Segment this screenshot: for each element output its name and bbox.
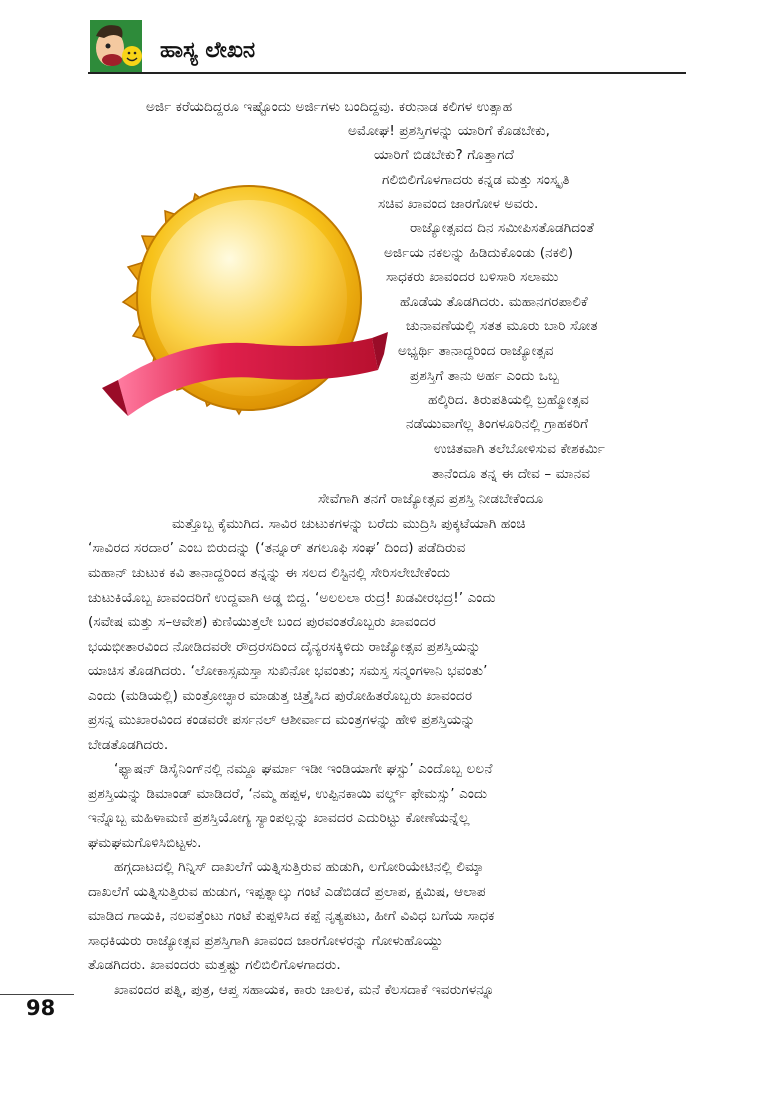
article-line: ಚುನಾವಣೆಯಲ್ಲಿ ಸತತ ಮೂರು ಬಾರಿ ಸೋತ xyxy=(406,318,598,334)
article-line: ಉಚಿತವಾಗಿ ತಲೆಬೋಳಿಸುವ ಕೇಶಕರ್ಮಿ xyxy=(434,441,606,457)
article-line: ಅರ್ಜಿ ಕರೆಯದಿದ್ದರೂ ಇಷ್ಟೊಂದು ಅರ್ಜಿಗಳು ಬಂದಿದ್ದವು. ಕರುನಾಡ ಕಲಿಗಳ ಉತ್ಸಾಹ xyxy=(146,99,513,115)
article-line: ತೊಡಗಿದರು. ಖಾವಂದರು ಮತ್ತಷ್ಟು ಗಲಿಬಿಲಿಗೊಳಗಾದರು. xyxy=(88,957,341,973)
article-line: ಅಮೋಘ! ಪ್ರಶಸ್ತಿಗಳನ್ನು ಯಾರಿಗೆ ಕೊಡಬೇಕು, xyxy=(348,123,551,139)
article-line: ಪ್ರಶಸ್ತಿಗೆ ತಾನು ಅರ್ಹ ಎಂದು ಒಬ್ಬ xyxy=(410,368,559,384)
header-divider xyxy=(88,72,686,74)
article-line: ಸಾಧಕಿಯರು ರಾಜ್ಯೋತ್ಸವ ಪ್ರಶಸ್ತಿಗಾಗಿ ಖಾವಂದ ಜಾರಗೋಳರನ್ನು ಗೋಳುಹೊಯ್ದು xyxy=(88,933,444,949)
article-line: (ಸವೇಷ ಮತ್ತು ಸ–ಆವೇಶ) ಕುಣಿಯುತ್ತಲೇ ಬಂದ ಪುರವಂತರೊಬ್ಬರು ಖಾವಂದರ xyxy=(88,614,436,630)
article-line: ಸಾಧಕರು ಖಾವಂದರ ಬಳಿಸಾರಿ ಸಲಾಮು xyxy=(386,269,559,285)
article-line: ಇನ್ನೊಬ್ಬ ಮಹಿಳಾಮಣಿ ಪ್ರಶಸ್ತಿಯೋಗ್ಯ ಸ್ಯಾಂಪಲ್ಲನ್ನು ಖಾವದರ ಎದುರಿಟ್ಟು ಕೋಣೆಯನ್ನೆಲ್ಲ xyxy=(88,810,470,826)
article-line: ಅಭ್ಯರ್ಥಿ ತಾನಾದ್ದರಿಂದ ರಾಜ್ಯೋತ್ಸವ xyxy=(398,343,554,359)
article-line: ಘಮಘಮಗೊಳಿಸಿಬಿಟ್ಟಳು. xyxy=(88,835,202,851)
article-line: ಹೊಡೆಯ ತೊಡಗಿದರು. ಮಹಾನಗರಪಾಲಿಕೆ xyxy=(400,294,588,310)
article-line: ಖಾವಂದರ ಪತ್ನಿ, ಪುತ್ರ, ಆಪ್ತ ಸಹಾಯಕ, ಕಾರು ಚಾಲಕ, ಮನೆ ಕೆಲಸದಾಕೆ ಇವರುಗಳನ್ನೂ xyxy=(114,982,495,998)
article-line: ಭಯಭೀತಾರವಿಂದ ನೋಡಿದವರೇ ರೌದ್ರರಸದಿಂದ ದೈನ್ಯರಸಕ್ಕಿಳಿದು ರಾಜ್ಯೋತ್ಸವ ಪ್ರಶಸ್ತಿಯನ್ನು xyxy=(88,639,481,655)
article-line: ‘ಫ್ಯಾಷನ್ ಡಿಸೈನಿಂಗ್‌ನಲ್ಲಿ ನಮ್ದೂ ಘರ್ಮಾ ಇಡೀ ಇಂಡಿಯಾಗೇ ಘಸ್ಟು’ ಎಂದೊಬ್ಬ ಲಲನೆ xyxy=(114,761,493,777)
article-line: ರಾಜ್ಯೋತ್ಸವದ ದಿನ ಸಮೀಪಿಸತೊಡಗಿದಂತೆ xyxy=(410,220,595,236)
article-line: ಚುಟುಕಿಯೊಬ್ಬ ಖಾವಂದರಿಗೆ ಉದ್ದವಾಗಿ ಅಡ್ಡ ಬಿದ್ದ. ‘ಅಲಲಲಾ ರುದ್ರ! ಖಡವೀರಭದ್ರ!’ ಎಂದು xyxy=(88,590,496,606)
article-line: ದಾಖಲೆಗೆ ಯತ್ನಿಸುತ್ತಿರುವ ಹುಡುಗ, ಇಪ್ಪತ್ನಾಲ್ಕು ಗಂಟೆ ಎಡೆಬಿಡದೆ ಪ್ರಲಾಪ, ಕ್ಷಮಿಷ, ಆಲಾಪ xyxy=(88,884,486,900)
article-line: ಹಲ್ಕಿರಿದ. ತಿರುಪತಿಯಲ್ಲಿ ಬ್ರಹ್ಮೋತ್ಸವ xyxy=(428,392,589,408)
article-line: ಸೇವೆಗಾಗಿ ತನಗೆ ರಾಜ್ಯೋತ್ಸವ ಪ್ರಶಸ್ತಿ ನೀಡಬೇಕೆಂದೂ xyxy=(318,491,544,507)
article-line: ಮಹಾನ್ ಚುಟುಕ ಕವಿ ತಾನಾದ್ದರಿಂದ ತನ್ನನ್ನು ಈ ಸಲದ ಲಿಸ್ಟಿನಲ್ಲಿ ಸೇರಿಸಲೇಬೇಕೆಂದು xyxy=(88,565,451,581)
article-line: ತಾನೆಂದೂ ತನ್ನ ಈ ದೇವ – ಮಾನವ xyxy=(432,466,591,482)
article-line: ಯಾಚಿಸ ತೊಡಗಿದರು. ‘ಲೋಕಾಸ್ಸಮಸ್ತಾ ಸುಖಿನೋ ಭವಂತು; ಸಮಸ್ತ ಸನ್ಮಂಗಳಾನಿ ಭವಂತು’ xyxy=(88,663,488,679)
gold-medal-illustration xyxy=(88,118,410,478)
footer-divider xyxy=(0,994,74,995)
article-line: ಮಾಡಿದ ಗಾಯಕಿ, ನಲವತ್ತೆಂಟು ಗಂಟೆ ಕುಪ್ಪಳಿಸಿದ ಕಪ್ಪೆ ನೃತ್ಯಪಟು, ಹೀಗೆ ವಿವಿಧ ಬಗೆಯ ಸಾಧಕ xyxy=(88,908,495,924)
article-line: ಪ್ರಸನ್ನ ಮುಖಾರವಿಂದ ಕಂಡವರೇ ಪರ್ಸನಲ್ ಆಶೀರ್ವಾದ ಮಂತ್ರಗಳನ್ನು ಹೇಳಿ ಪ್ರಶಸ್ತಿಯನ್ನು xyxy=(88,712,476,728)
page-header xyxy=(88,18,688,74)
article-line: ಯಾರಿಗೆ ಬಿಡಬೇಕು? ಗೊತ್ತಾಗದೆ xyxy=(374,147,515,163)
article-line: ಅರ್ಜಿಯ ನಕಲನ್ನು ಹಿಡಿದುಕೊಂಡು (ನಕಲಿ) xyxy=(384,245,574,261)
article-line: ಎಂದು (ಮಡಿಯಲ್ಲಿ) ಮಂತ್ರೋಚ್ಛಾರ ಮಾಡುತ್ತ ಚಿತ್ರೈಸಿದ ಪುರೋಹಿತರೊಬ್ಬರು ಖಾವಂದರ xyxy=(88,688,473,704)
page-number: 98 xyxy=(26,996,56,1020)
article-line: ನಡೆಯುವಾಗೆಲ್ಲ ತಿಂಗಳೂರಿನಲ್ಲಿ ಗ್ರಾಹಕರಿಗೆ xyxy=(406,416,589,432)
article-line: ಸಚಿವ ಖಾವಂದ ಜಾರಗೋಳ ಅವರು. xyxy=(378,196,539,212)
article-line: ಪ್ರಶಸ್ತಿಯನ್ನು ಡಿಮಾಂಡ್ ಮಾಡಿದರೆ, ‘ನಮ್ಮ ಹಪ್ಪಳ, ಉಪ್ಪಿನಕಾಯಿ ವರ್ಲ್ಡ್ ಫೇಮಸ್ಸು’ ಎಂದು xyxy=(88,786,488,802)
section-title: ಹಾಸ್ಯ ಲೇಖನ xyxy=(160,38,256,63)
article-line: ಬೇಡತೊಡಗಿದರು. xyxy=(88,737,169,753)
article-line: ಮತ್ತೊಬ್ಬ ಕೈಮುಗಿದ. ಸಾವಿರ ಚುಟುಕಗಳನ್ನು ಬರೆದು ಮುದ್ರಿಸಿ ಪುಕ್ಕಟೆಯಾಗಿ ಹಂಚಿ xyxy=(172,516,526,532)
cartoon-face-logo xyxy=(88,18,144,74)
article-line: ಗಲಿಬಿಲಿಗೊಳಗಾದರು ಕನ್ನಡ ಮತ್ತು ಸಂಸ್ಕೃತಿ xyxy=(382,172,570,188)
article-line: ‘ಸಾವಿರದ ಸರದಾರ’ ಎಂಬ ಬಿರುದನ್ನು (‘ತನ್ನೂರ್ ತಗಲೂಫಿ ಸಂಘ’ ದಿಂದ) ಪಡೆದಿರುವ xyxy=(88,540,466,556)
article-line: ಹಗ್ಗದಾಟದಲ್ಲಿ ಗಿನ್ನಿಸ್ ದಾಖಲೆಗೆ ಯತ್ನಿಸುತ್ತಿರುವ ಹುಡುಗಿ, ಲಗೋರಿಯೇಟಿನಲ್ಲಿ ಲಿಮ್ಕಾ xyxy=(114,859,485,875)
